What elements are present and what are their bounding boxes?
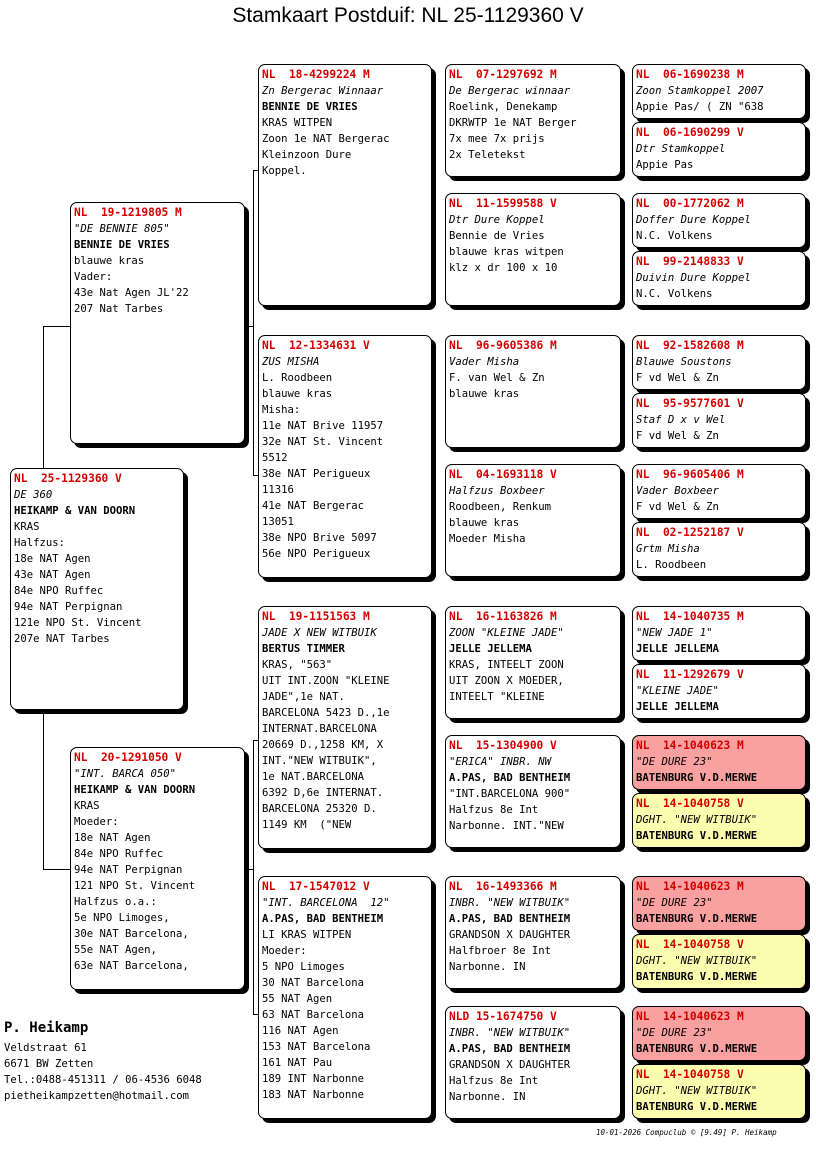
ring-number: NL 14-1040623 M	[636, 1010, 744, 1023]
card-line: L. Roodbeen	[636, 559, 707, 571]
card-line: N.C. Volkens	[636, 230, 713, 242]
pedigree-card-grandsire-paternal	[258, 64, 432, 306]
pedigree-card-gen3-6	[445, 735, 621, 848]
card-line: 1149 KM ("NEW	[262, 819, 352, 831]
card-line: "INT.BARCELONA 900"	[449, 788, 571, 800]
ring-number: NL 14-1040758 V	[636, 1068, 744, 1081]
card-line: 11e NAT Brive 11957	[262, 420, 384, 432]
ring-number: NL 96-9605386 M	[449, 339, 557, 352]
card-line: BATENBURG V.D.MERWE	[636, 1101, 758, 1113]
pedigree-card-gen4-7	[632, 464, 806, 519]
pigeon-name: DGHT. "NEW WITBUIK"	[636, 1085, 758, 1097]
pedigree-card-gen4-11	[632, 735, 806, 790]
pedigree-card-gen3-8	[445, 1006, 621, 1119]
card-line: KRAS WITPEN	[262, 117, 333, 129]
card-line: KRAS	[14, 521, 40, 533]
ring-number: NLD 15-1674750 V	[449, 1010, 557, 1023]
card-line: Narbonne. IN	[449, 1091, 526, 1103]
card-line: KRAS	[74, 800, 100, 812]
pigeon-name: Doffer Dure Koppel	[636, 214, 751, 226]
connector	[43, 326, 70, 327]
card-line: Bennie de Vries	[449, 230, 545, 242]
ring-number: NL 95-9577601 V	[636, 397, 744, 410]
card-line: Kleinzoon Dure	[262, 149, 352, 161]
breeder-name: P. Heikamp	[4, 1020, 89, 1036]
card-line: 161 NAT Pau	[262, 1057, 333, 1069]
ring-number: NL 14-1040623 M	[636, 880, 744, 893]
pigeon-name: Dtr Dure Koppel	[449, 214, 545, 226]
ring-number: NL 14-1040758 V	[636, 797, 744, 810]
card-line: 207e NAT Tarbes	[14, 633, 110, 645]
pigeon-name: Duivin Dure Koppel	[636, 272, 751, 284]
card-line: N.C. Volkens	[636, 288, 713, 300]
card-line: Zoon 1e NAT Bergerac	[262, 133, 390, 145]
ring-number: NL 96-9605406 M	[636, 468, 744, 481]
card-line: 55e NAT Agen,	[74, 944, 157, 956]
card-line: BENNIE DE VRIES	[262, 101, 358, 113]
pedigree-card-gen4-1	[632, 64, 806, 119]
card-line: INTERNAT.BARCELONA	[262, 723, 377, 735]
card-line: Moeder:	[74, 816, 119, 828]
pedigree-card-gen4-6	[632, 393, 806, 448]
pigeon-name: "ERICA" INBR. NW	[449, 756, 552, 768]
ring-number: NL 12-1334631 V	[262, 339, 370, 352]
pedigree-card-father	[70, 202, 245, 444]
card-line: Narbonne. INT."NEW	[449, 820, 564, 832]
connector	[244, 869, 253, 870]
pedigree-card-gen4-10	[632, 664, 806, 719]
card-line: BATENBURG V.D.MERWE	[636, 971, 758, 983]
pigeon-name: Vader Boxbeer	[636, 485, 719, 497]
card-line: Moeder Misha	[449, 533, 526, 545]
pigeon-name: Dtr Stamkoppel	[636, 143, 726, 155]
card-line: JADE",1e NAT.	[262, 691, 345, 703]
connector	[244, 326, 253, 327]
card-line: 207 Nat Tarbes	[74, 303, 164, 315]
pedigree-card-gen3-7	[445, 876, 621, 989]
ring-number: NL 00-1772062 M	[636, 197, 744, 210]
card-line: HEIKAMP & VAN DOORN	[74, 784, 196, 796]
card-line: Halfzus 8e Int	[449, 1075, 539, 1087]
card-line: 121 NPO St. Vincent	[74, 880, 196, 892]
card-line: DKRWTP 1e NAT Berger	[449, 117, 577, 129]
card-line: 18e NAT Agen	[74, 832, 151, 844]
card-line: JELLE JELLEMA	[636, 643, 719, 655]
pigeon-name: Zoon Stamkoppel 2007	[636, 85, 764, 97]
card-line: JELLE JELLEMA	[449, 643, 532, 655]
card-line: F vd Wel & Zn	[636, 430, 719, 442]
card-line: Halfzus:	[14, 537, 66, 549]
card-line: 55 NAT Agen	[262, 993, 333, 1005]
card-line: blauwe kras	[74, 255, 145, 267]
breeder-city: 6671 BW Zetten	[4, 1058, 94, 1070]
card-line: 7x mee 7x prijs	[449, 133, 545, 145]
card-line: BATENBURG V.D.MERWE	[636, 913, 758, 925]
card-line: 43e NAT Agen	[14, 569, 91, 581]
pedigree-card-gen4-5	[632, 335, 806, 390]
pigeon-name: INBR. "NEW WITBUIK"	[449, 897, 571, 909]
card-line: BARCELONA 5423 D.,1e	[262, 707, 390, 719]
card-line: blauwe kras	[262, 388, 333, 400]
card-line: Halfzus o.a.:	[74, 896, 157, 908]
pedigree-card-gen4-8	[632, 522, 806, 577]
pedigree-card-gen3-5	[445, 606, 621, 719]
pedigree-card-mother	[70, 747, 245, 990]
card-line: 43e Nat Agen JL'22	[74, 287, 189, 299]
card-line: INT."NEW WITBUIK",	[262, 755, 377, 767]
card-line: blauwe kras	[449, 388, 520, 400]
ring-number: NL 20-1291050 V	[74, 751, 182, 764]
page-title: Stamkaart Postduif: NL 25-1129360 V	[232, 4, 584, 27]
pedigree-card-gen4-13	[632, 876, 806, 931]
footer-credits: 10-01-2026 Compuclub © [9.49] P. Heikamp	[596, 1128, 777, 1137]
card-line: 11316	[262, 484, 294, 496]
card-line: 1e NAT.BARCELONA	[262, 771, 365, 783]
card-line: BERTUS TIMMER	[262, 643, 345, 655]
pedigree-card-gen3-3	[445, 335, 621, 448]
pigeon-name: De Bergerac winnaar	[449, 85, 571, 97]
card-line: 2x Teletekst	[449, 149, 526, 161]
pedigree-card-granddam-maternal	[258, 876, 432, 1119]
pigeon-name: "DE DURE 23"	[636, 1027, 713, 1039]
pedigree-card-gen3-4	[445, 464, 621, 577]
card-line: 41e NAT Bergerac	[262, 500, 365, 512]
card-line: 121e NPO St. Vincent	[14, 617, 142, 629]
pigeon-name: "KLEINE JADE"	[636, 685, 719, 697]
card-line: Appie Pas	[636, 159, 694, 171]
breeder-email: pietheikampzetten@hotmail.com	[4, 1090, 189, 1102]
card-line: F. van Wel & Zn	[449, 372, 545, 384]
connector	[43, 869, 70, 870]
card-line: BARCELONA 25320 D.	[262, 803, 377, 815]
card-line: 84e NPO Ruffec	[14, 585, 104, 597]
card-line: 38e NAT Perigueux	[262, 468, 371, 480]
pedigree-card-gen3-1	[445, 64, 621, 177]
card-line: Roodbeen, Renkum	[449, 501, 552, 513]
card-line: GRANDSON X DAUGHTER	[449, 1059, 571, 1071]
ring-number: NL 92-1582608 M	[636, 339, 744, 352]
ring-number: NL 19-1151563 M	[262, 610, 370, 623]
card-line: Vader:	[74, 271, 113, 283]
pigeon-name: ZUS MISHA	[262, 356, 320, 368]
card-line: INTEELT "KLEINE	[449, 691, 545, 703]
breeder-phone: Tel.:0488-451311 / 06-4536 6048	[4, 1074, 202, 1086]
card-line: 13051	[262, 516, 294, 528]
card-line: F vd Wel & Zn	[636, 501, 719, 513]
card-line: 56e NPO Perigueux	[262, 548, 371, 560]
card-line: Halfbroer 8e Int	[449, 945, 552, 957]
card-line: 116 NAT Agen	[262, 1025, 339, 1037]
pigeon-name: "DE BENNIE 805"	[74, 223, 170, 235]
card-line: klz x dr 100 x 10	[449, 262, 558, 274]
ring-number: NL 06-1690238 M	[636, 68, 744, 81]
card-line: 189 INT Narbonne	[262, 1073, 365, 1085]
pedigree-card-gen4-15	[632, 1006, 806, 1061]
card-line: 94e NAT Perpignan	[74, 864, 183, 876]
card-line: 18e NAT Agen	[14, 553, 91, 565]
pigeon-name: DE 360	[14, 489, 53, 501]
ring-number: NL 15-1304900 V	[449, 739, 557, 752]
card-line: blauwe kras	[449, 517, 520, 529]
card-line: Roelink, Denekamp	[449, 101, 558, 113]
card-line: JELLE JELLEMA	[636, 701, 719, 713]
pigeon-name: "INT. BARCELONA 12"	[262, 897, 390, 909]
card-line: 30e NAT Barcelona,	[74, 928, 189, 940]
card-line: 32e NAT St. Vincent	[262, 436, 384, 448]
pedigree-card-gen3-2	[445, 193, 621, 306]
card-line: BATENBURG V.D.MERWE	[636, 772, 758, 784]
card-line: A.PAS, BAD BENTHEIM	[449, 772, 571, 784]
pedigree-card-granddam-paternal	[258, 335, 432, 578]
ring-number: NL 14-1040735 M	[636, 610, 744, 623]
card-line: Halfzus 8e Int	[449, 804, 539, 816]
ring-number: NL 17-1547012 V	[262, 880, 370, 893]
card-line: BATENBURG V.D.MERWE	[636, 1043, 758, 1055]
pigeon-name: "INT. BARCA 050"	[74, 768, 177, 780]
connector	[43, 709, 44, 869]
ring-number: NL 19-1219805 M	[74, 206, 182, 219]
pigeon-name: Staf D x v Wel	[636, 414, 726, 426]
card-line: KRAS, "563"	[262, 659, 333, 671]
ring-number: NL 18-4299224 M	[262, 68, 370, 81]
card-line: BATENBURG V.D.MERWE	[636, 830, 758, 842]
card-line: 20669 D.,1258 KM, X	[262, 739, 384, 751]
ring-number: NL 99-2148833 V	[636, 255, 744, 268]
pigeon-name: DGHT. "NEW WITBUIK"	[636, 814, 758, 826]
pedigree-card-gen4-9	[632, 606, 806, 661]
pigeon-name: Blauwe Soustons	[636, 356, 732, 368]
card-line: LI KRAS WITPEN	[262, 929, 352, 941]
card-line: 6392 D,6e INTERNAT.	[262, 787, 384, 799]
card-line: A.PAS, BAD BENTHEIM	[449, 913, 571, 925]
ring-number: NL 25-1129360 V	[14, 472, 122, 485]
card-line: UIT ZOON X MOEDER,	[449, 675, 564, 687]
card-line: 5e NPO Limoges,	[74, 912, 170, 924]
card-line: HEIKAMP & VAN DOORN	[14, 505, 136, 517]
card-line: UIT INT.ZOON "KLEINE	[262, 675, 390, 687]
pigeon-name: "DE DURE 23"	[636, 897, 713, 909]
pedigree-card-gen4-3	[632, 193, 806, 248]
pedigree-card-gen4-2	[632, 122, 806, 177]
ring-number: NL 02-1252187 V	[636, 526, 744, 539]
card-line: GRANDSON X DAUGHTER	[449, 929, 571, 941]
pedigree-card-grandsire-maternal	[258, 606, 432, 849]
ring-number: NL 11-1599588 V	[449, 197, 557, 210]
ring-number: NL 14-1040623 M	[636, 739, 744, 752]
connector	[43, 326, 44, 468]
card-line: 63 NAT Barcelona	[262, 1009, 365, 1021]
card-line: 183 NAT Narbonne	[262, 1089, 365, 1101]
card-line: 84e NPO Ruffec	[74, 848, 164, 860]
pigeon-name: "DE DURE 23"	[636, 756, 713, 768]
pigeon-name: DGHT. "NEW WITBUIK"	[636, 955, 758, 967]
card-line: 38e NPO Brive 5097	[262, 532, 377, 544]
card-line: A.PAS, BAD BENTHEIM	[262, 913, 384, 925]
ring-number: NL 16-1493366 M	[449, 880, 557, 893]
pigeon-name: INBR. "NEW WITBUIK"	[449, 1027, 571, 1039]
card-line: BENNIE DE VRIES	[74, 239, 170, 251]
pigeon-name: "NEW JADE 1"	[636, 627, 713, 639]
pigeon-name: Zn Bergerac Winnaar	[262, 85, 384, 97]
card-line: 30 NAT Barcelona	[262, 977, 365, 989]
ring-number: NL 16-1163826 M	[449, 610, 557, 623]
card-line: 63e NAT Barcelona,	[74, 960, 189, 972]
card-line: 5512	[262, 452, 288, 464]
card-line: 94e NAT Perpignan	[14, 601, 123, 613]
connector	[253, 740, 254, 1014]
pedigree-card-subject	[10, 468, 184, 710]
card-line: Misha:	[262, 404, 301, 416]
breeder-info	[4, 1018, 202, 1104]
card-line: 153 NAT Barcelona	[262, 1041, 371, 1053]
card-line: A.PAS, BAD BENTHEIM	[449, 1043, 571, 1055]
card-line: Moeder:	[262, 945, 307, 957]
pedigree-card-gen4-16	[632, 1064, 806, 1119]
pedigree-card-gen4-12	[632, 793, 806, 848]
pedigree-card-gen4-14	[632, 934, 806, 989]
pigeon-name: Halfzus Boxbeer	[449, 485, 545, 497]
ring-number: NL 11-1292679 V	[636, 668, 744, 681]
pigeon-name: Grtm Misha	[636, 543, 700, 555]
card-line: blauwe kras witpen	[449, 246, 564, 258]
card-line: Koppel.	[262, 165, 307, 177]
card-line: L. Roodbeen	[262, 372, 333, 384]
ring-number: NL 04-1693118 V	[449, 468, 557, 481]
pigeon-name: Vader Misha	[449, 356, 520, 368]
ring-number: NL 07-1297692 M	[449, 68, 557, 81]
ring-number: NL 06-1690299 V	[636, 126, 744, 139]
card-line: Narbonne. IN	[449, 961, 526, 973]
connector	[253, 170, 254, 475]
pigeon-name: JADE X NEW WITBUIK	[262, 627, 377, 639]
card-line: KRAS, INTEELT ZOON	[449, 659, 564, 671]
pedigree-card-gen4-4	[632, 251, 806, 306]
card-line: Appie Pas/ ( ZN "638	[636, 101, 764, 113]
pigeon-name: ZOON "KLEINE JADE"	[449, 627, 564, 639]
breeder-street: Veldstraat 61	[4, 1042, 87, 1054]
card-line: F vd Wel & Zn	[636, 372, 719, 384]
ring-number: NL 14-1040758 V	[636, 938, 744, 951]
card-line: 5 NPO Limoges	[262, 961, 345, 973]
